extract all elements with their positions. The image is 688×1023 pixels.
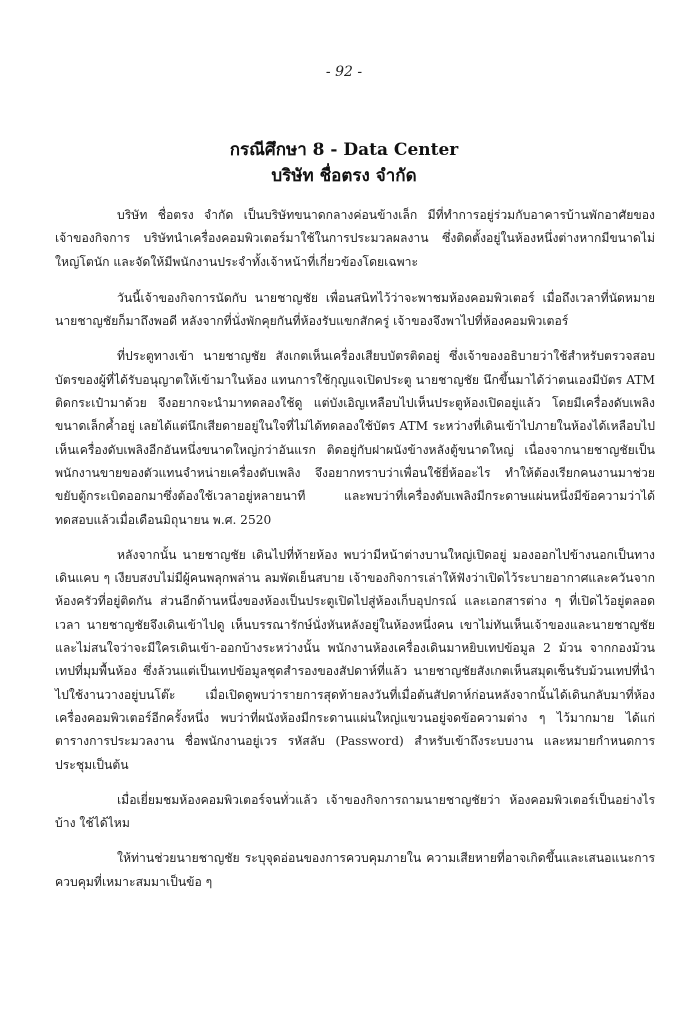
case-study-title: กรณีศึกษา 8 - Data Center bbox=[229, 140, 459, 160]
company-title: บริษัท ชื่อตรง จำกัด bbox=[271, 166, 417, 186]
paragraph-room-inspection: หลังจากนั้น นายชาญชัย เดินไปที่ท้ายห้อง พบว่ามีหน้าต่างบานใหญ่เปิดอยู่ มองออกไปข้างนอกเป็นทางเดินแคบ ๆ เงียบสงบไม่มีผู้คนพลุกพล่าน ลมพัดเย็นสบาย เจ้าของกิจการเล่าให้ฟังว่าเปิดไว้ระบายอากาศและควันจากห้องครัวที่อยู่ติดกัน ส่วนอีกด้านหนึ่งของห้องเป็นประตูเปิดไปสู่ห้องเก็บอุปกรณ์ และเอกสารต่าง ๆ ที่เปิดไว้อยู่ตลอดเวลา นายชาญชัยจึงเดินเข้าไปดู เห็นบรรณารักษ์นั่งหันหลังอยู่ในห้องหนึ่งคน เขาไม่ทันเห็นเจ้าของและนายชาญชัย และไม่สนใจว่าจะมีใครเดินเข้า-ออกบ้างระหว่างนั้น พนักงานห้องเครื่องเดินมาหยิบเทปข้อมูล 2 ม้วน จากกองม้วนเทปที่มุมพื้นห้อง ซึ่งล้วนแต่เป็นเทปข้อมูลชุดสำรองของสัปดาห์ที่แล้ว นายชาญชัยสังเกตเห็นสมุดเซ็นรับม้วนเทปที่นำไปใช้งานวางอยู่บนโต๊ะ เมื่อเปิดดูพบว่ารายการสุดท้ายลงวันที่เมื่อต้นสัปดาห์ก่อนหลังจากนั้นได้เดินกลับมาที่ห้องเครื่องคอมพิวเตอร์อีกครั้งหนึ่ง พบว่าที่ผนังห้องมีกระดานแผ่นใหญ่แขวนอยู่จดข้อความต่าง ๆ ไว้มากมาย ได้แก่ ตารางการประมวลงาน ชื่อพนักงานอยู่เวร รหัสลับ (Password) สำหรับเข้าถึงระบบงาน และหมายกำหนดการประชุมเป็นต้น bbox=[55, 547, 655, 772]
paragraph-entrance-door: ที่ประตูทางเข้า นายชาญชัย สังเกตเห็นเครื่องเสียบบัตรติดอยู่ ซึ่งเจ้าของอธิบายว่าใช้สำหรับตรวจสอบบัตรของผู้ที่ได้รับอนุญาตให้เข้ามาในห้อง แทนการใช้กุญแจเปิดประตู นายชาญชัย นึกขึ้นมาได้ว่าตนเองมีบัตร ATM ติดกระเป๋ามาด้วย จึงอยากจะนำมาทดลองใช้ดู แต่บังเอิญเหลือบไปเห็นประตูห้องเปิดอยู่แล้ว โดยมีเครื่องดับเพลิงขนาดเล็กค้ำอยู่ เลยได้แต่นึกเสียดายอยู่ในใจที่ไม่ได้ทดลองใช้บัตร ATM ระหว่างที่เดินเข้าไปภายในห้องได้เหลือบไปเห็นเครื่องดับเพลิงอีกอันหนึ่งขนาดใหญ่กว่าอันแรก ติดอยู่กับฝาผนังข้างหลังตู้ขนาดใหญ่ เนื่องจากนายชาญชัยเป็นพนักงานขายของตัวแทนจำหน่ายเครื่องดับเพลิง จึงอยากทราบว่าเพื่อนใช้ยี่ห้ออะไร ทำให้ต้องเรียกคนงานมาช่วยขยับตู้กระเบิดออกมาซึ่งต้องใช้เวลาอยู่หลายนาที และพบว่าที่เครื่องดับเพลิงมีกระดาษแผ่นหนึ่งมีข้อความว่าได้ทดสอบแล้วเมื่อเดือนมิถุนายน พ.ศ. 2520 bbox=[55, 349, 655, 527]
paragraph-company-intro: บริษัท ชื่อตรง จำกัด เป็นบริษัทขนาดกลางค่อนข้างเล็ก มีที่ทำการอยู่ร่วมกับอาคารบ้านพักอาศัยของเจ้าของกิจการ บริษัทนำเครื่องคอมพิวเตอร์มาใช้ในการประมวลผลงาน ซึ่งติดตั้งอยู่ในห้องหนึ่งต่างหากมีขนาดไม่ใหญ่โตนัก และจัดให้มีพนักงานประจำทั้งเจ้าหน้าที่เกี่ยวข้องโดยเฉพาะ bbox=[55, 208, 655, 269]
paragraph-appointment: วันนี้เจ้าของกิจการนัดกับ นายชาญชัย เพื่อนสนิทไว้ว่าจะพาชมห้องคอมพิวเตอร์ เมื่อถึงเวลาที่นัดหมาย นายชาญชัยก็มาถึงพอดี หลังจากที่นั่งพักคุยกันที่ห้องรับแขกสักครู่ เจ้าของจึงพาไปที่ห้องคอมพิวเตอร์ bbox=[55, 290, 655, 329]
paragraph-assignment: ให้ท่านช่วยนายชาญชัย ระบุจุดอ่อนของการควบคุมภายใน ความเสียหายที่อาจเกิดขึ้นและเสนอแนะการควบคุมที่เหมาะสมมาเป็นข้อ ๆ bbox=[55, 851, 655, 889]
paragraph-owner-question: เมื่อเยี่ยมชมห้องคอมพิวเตอร์จนทั่วแล้ว เจ้าของกิจการถามนายชาญชัยว่า ห้องคอมพิวเตอร์เป็นอย่างไรบ้าง ใช้ได้ไหม bbox=[55, 792, 655, 831]
page-number: - 92 - bbox=[325, 64, 363, 80]
body-text bbox=[55, 204, 655, 906]
